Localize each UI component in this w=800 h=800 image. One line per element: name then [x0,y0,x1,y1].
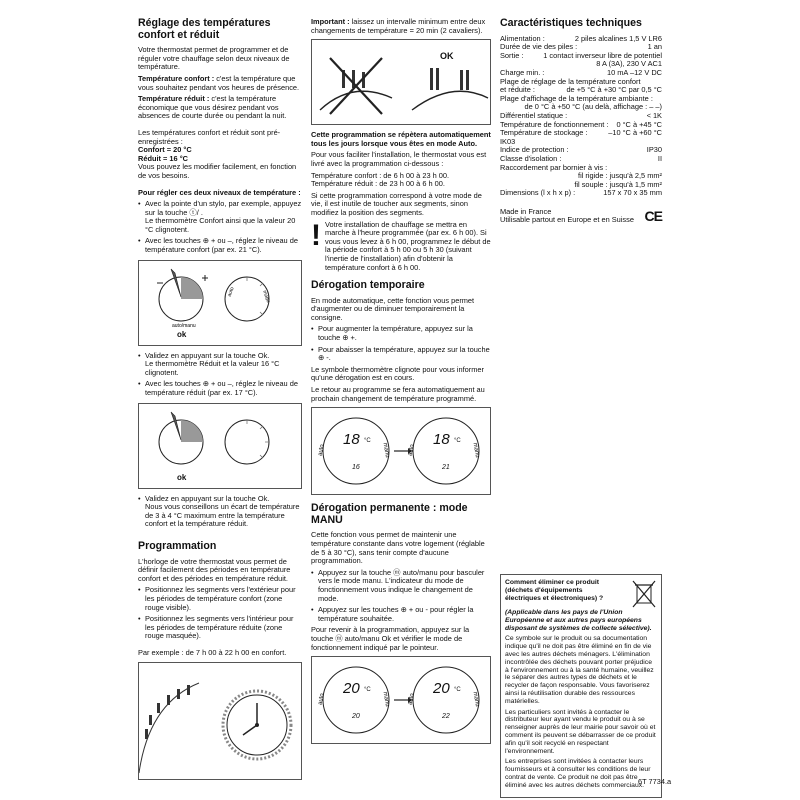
section-title-derogation: Dérogation temporaire [311,279,425,292]
recycle-p2: Les particuliers sont invités à contacter le distributeur leur ayant vendu le produit ou à se renseigner auprès de leur mairie pour savoir où et comment ils peuvent se débarrasser de ce produit afin qu'il soit recyclé en respectant l'environnement. [505,708,656,755]
spec-label: Alimentation : [500,33,545,43]
list-item: • Avec la pointe d'un stylo, par exemple, appuyez sur la touche ⓣ/ . Le thermomètre Confort ainsi que la valeur 20 °C clignotent. [138,199,302,234]
clock-segments-illustration [139,663,303,779]
spec-value: 8 A (3A), 230 V AC1 [596,59,662,69]
spec-value: 1 an [647,42,662,52]
derog-symbol-text: Le symbole thermomètre clignote pour vous informer qu'une dérogation est en cours. [311,364,484,383]
spec-value: 0 °C à +45 °C [616,119,662,129]
column-left [138,18,302,780]
spec-label: Température de stockage : [500,128,588,138]
spec-label: Classe d'isolation : [500,153,562,163]
modify-text: Vous pouvez les modifier facilement, en fonction de vos besoins. [138,162,297,180]
spec-label: Raccordement par bornier à vis : [500,162,608,172]
figure-confort-setting [138,260,302,346]
spec-label: Indice de protection : [500,145,569,155]
spec-value: –10 °C à +60 °C [608,128,662,138]
lcd-temperature: 18 [343,431,360,449]
list-item: • Positionnez les segments vers l'extérieur pour les périodes de température confort (zone rouge visible). [138,585,296,612]
list-item: • Appuyez sur la touche ⓜ auto/manu pour basculer vers le mode manu. L'indicateur du mode de fonctionnement vous indique le changement de mode. [311,567,485,603]
spec-label: IK03 [500,136,516,146]
lcd-unit: °C [454,438,461,445]
list-item: • Pour abaisser la température, appuyez sur la touche ⊕ -. [311,344,490,363]
warning-block: ! Votre installation de chauffage se mettra en marche à l'heure programmée (par ex. 6 h 00). Si vous vous levez à 6 h 00, programmez le début de la période confort à 5 h 00 ou 5 h 30 (suivant l'inertie de l'installation) afin d'obtenir la température confort à 6 h 00. [311,218,491,272]
list-item: • Avec les touches ⊕ + ou –, réglez le niveau de température confort (par ex. 21 °C). [138,236,298,255]
svg-text:auto/manu: auto/manu [172,322,196,329]
thermostat-dial-illustration [139,261,303,345]
warning-icon: ! [311,218,321,252]
recycle-title: Comment éliminer ce produit (déchets d'équipements électriques et électroniques) ? [505,579,604,602]
svg-text:auto: auto [226,286,236,298]
recycle-p1: Ce symbole sur le produit ou sa documentation indique qu'il ne doit pas être éliminé en fin de vie avec les autres déchets ménagers. L'élimination incontrôlée des déchets pouvant porter préjudice à l'environnement ou à la santé humaine, veuillez le séparer des autres types de déchets et le recycler de façon responsable. Vous favoriserez ainsi la réutilisation durable des ressources matérielles. [505,635,654,705]
list-item: • Avec les touches ⊕ + ou –, réglez le niveau de température réduit (par ex. 17 °C). [138,379,298,398]
spec-label: Dimensions (l x h x p) : [500,188,576,198]
lcd-manu-label: manu [381,691,391,708]
figure-ok-label: ok [177,472,187,482]
spec-value: de 0 °C à +50 °C (au delà, affichage : – –) [524,102,662,112]
spec-label: Différentiel statique : [500,110,568,120]
section-title-manu: Dérogation permanente : mode MANU [311,502,468,526]
figure-ok-label: OK [440,51,454,62]
table-row [500,189,662,198]
spec-value: IP30 [646,145,662,155]
recycle-p3: Les entreprises sont invitées à contacter leurs fournisseurs et à consulter les conditions de leur contrat de vente. Ce produit ne doit pas être éliminé avec les autres déchets commerciaux. [505,758,651,789]
segments-comparison-illustration [312,40,492,124]
spec-label: et réduite : [500,85,535,95]
list-item: • Validez en appuyant sur la touche Ok. Nous vous conseillons un écart de température de 3 à 4 °C maximum entre la température confort et la température réduit. [138,493,300,529]
origin-block [500,208,662,225]
install-confort: Température confort : de 6 h 00 à 23 h 00. [311,170,450,180]
lcd-temperature: 20 [343,680,360,698]
derog-intro: En mode automatique, cette fonction vous permet d'augmenter ou de diminuer temporairement la consigne. [311,295,475,322]
spec-label: Durée de vie des piles : [500,42,578,52]
lcd-manu-label: manu [471,691,481,708]
spec-label: Température de fonctionnement : [500,119,609,129]
reduit-value: Réduit = 16 °C [138,153,188,163]
lcd-manu-label: manu [381,442,391,459]
lcd-unit: °C [364,438,371,445]
svg-text:manu: manu [261,289,272,304]
lcd-auto-label: auto [317,693,326,706]
section-title-temperatures: Réglage des températures confort et réduit [138,17,271,41]
prog-intro: L'horloge de votre thermostat vous permet de définir facilement des périodes en température confort et des périodes en température réduit. [138,556,291,583]
section-title-programmation: Programmation [138,540,217,552]
spec-value: 157 x 70 x 35 mm [603,188,662,198]
spec-label: Charge min. : [500,67,545,77]
figure-interval [311,39,491,125]
spec-value: fil rigide : jusqu'à 2,5 mm² [578,171,662,181]
recycle-applicable: (Applicable dans les pays de l'Union Européenne et aux autres pays européens disposant de systèmes de collecte sélective). [505,609,652,632]
document-reference: 6T 7734.a [638,777,672,786]
lcd-small-value: 20 [352,713,360,721]
section-title-tech: Caractéristiques techniques [500,17,642,29]
derog-return-text: Le retour au programme se fera automatiquement au prochain changement de température programmé. [311,385,485,403]
lcd-auto-label: auto [317,444,326,457]
list-item: • Appuyez sur les touches ⊕ + ou - pour régler la température souhaitée. [311,605,474,623]
figure-ok-label: ok [177,329,187,339]
table-row [500,129,662,138]
thermostat-dial-illustration [139,404,303,488]
segments-text: Si cette programmation correspond à votre mode de vie, il est inutile de toucher aux segments, sinon modifiez la position des segments. [311,190,482,217]
spec-value: de +5 °C à +30 °C par 0,5 °C [566,85,662,95]
lcd-manu-label: manu [471,442,481,459]
spec-value: fil souple : jusqu'à 1,5 mm² [574,179,662,189]
spec-value: 2 piles alcalines 1,5 V LR6 [574,33,662,43]
manu-intro: Cette fonction vous permet de maintenir une température constante dans votre logement (réglable de 5 à 30 °C), sans tenir compte d'aucune programmation. [311,530,485,566]
tech-specs-table [500,35,662,198]
preset-text: Les températures confort et réduit sont pré-enregistrées : [138,127,281,146]
column-middle [311,18,491,744]
manu-return-text: Pour revenir à la programmation, appuyez sur la touche ⓜ auto/manu Ok et vérifier le mode de fonctionnement indiqué par le pointeur. [311,625,470,652]
howto-title: Pour régler ces deux niveaux de température : [138,187,301,197]
install-reduit: Température réduit : de 23 h 00 à 6 h 00. [311,179,445,189]
lcd-temperature: 18 [433,431,450,449]
lcd-small-value: 16 [352,464,360,472]
figure-programming-clock [138,662,302,780]
spec-label: Sortie : [500,50,524,60]
spec-value: 1 contact inverseur libre de potentiel [543,50,662,60]
made-in-text: Made in France [500,206,552,216]
repeat-note: Cette programmation se répètera automatiquement tous les jours lorsque vous êtes en mode Auto. [311,130,491,148]
ce-mark-icon: CE [644,208,662,225]
reduit-definition: Température réduit : c'est la température économique que vous désirez pendant vos absences de courte durée ou pendant la nuit. [138,94,287,121]
install-text: Pour vous faciliter l'installation, le thermostat vous est livré avec la programmation ci-dessous : [311,150,487,168]
lcd-displays-illustration [312,657,492,743]
lcd-displays-illustration [312,408,492,494]
list-item: • Validez en appuyant sur la touche Ok. Le thermomètre Réduit et la valeur 16 °C clignotent. [138,350,280,377]
wheelie-bin-crossed-icon [631,579,657,609]
lcd-unit: °C [364,687,371,694]
intro-text: Votre thermostat permet de programmer et de réguler votre chauffage selon deux niveaux de température. [138,45,290,72]
lcd-auto-label: auto [407,444,416,457]
lcd-small-value: 21 [442,464,450,472]
lcd-temperature: 20 [433,680,450,698]
example-text: Par exemple : de 7 h 00 à 22 h 00 en confort. [138,647,287,657]
figure-manu-lcd [311,656,491,744]
lcd-auto-label: auto [407,693,416,706]
list-item: • Positionnez les segments vers l'intérieur pour les périodes de température réduite (zone rouge masquée). [138,614,294,641]
usable-text: Utilisable partout en Europe et en Suisse [500,215,634,225]
spec-value: 10 mA –12 V DC [606,67,662,77]
spec-value: < 1K [646,110,662,120]
spec-value: II [657,153,662,163]
important-note: Important : laissez un intervalle minimum entre deux changements de température = 20 min (2 cavaliers). [311,17,486,35]
confort-definition: Température confort : c'est la température que vous souhaitez pendant vos heures de présence. [138,73,300,92]
confort-value: Confort = 20 °C [138,145,192,155]
lcd-unit: °C [454,687,461,694]
lcd-small-value: 22 [442,713,450,721]
spec-label: Plage d'affichage de la température ambiante : [500,93,653,103]
spec-label: Plage de réglage de la température confort [500,76,641,86]
list-item: • Pour augmenter la température, appuyez sur la touche ⊕ +. [311,324,473,343]
figure-reduit-setting [138,403,302,489]
recycling-box [500,574,662,798]
figure-derogation-lcd [311,407,491,495]
